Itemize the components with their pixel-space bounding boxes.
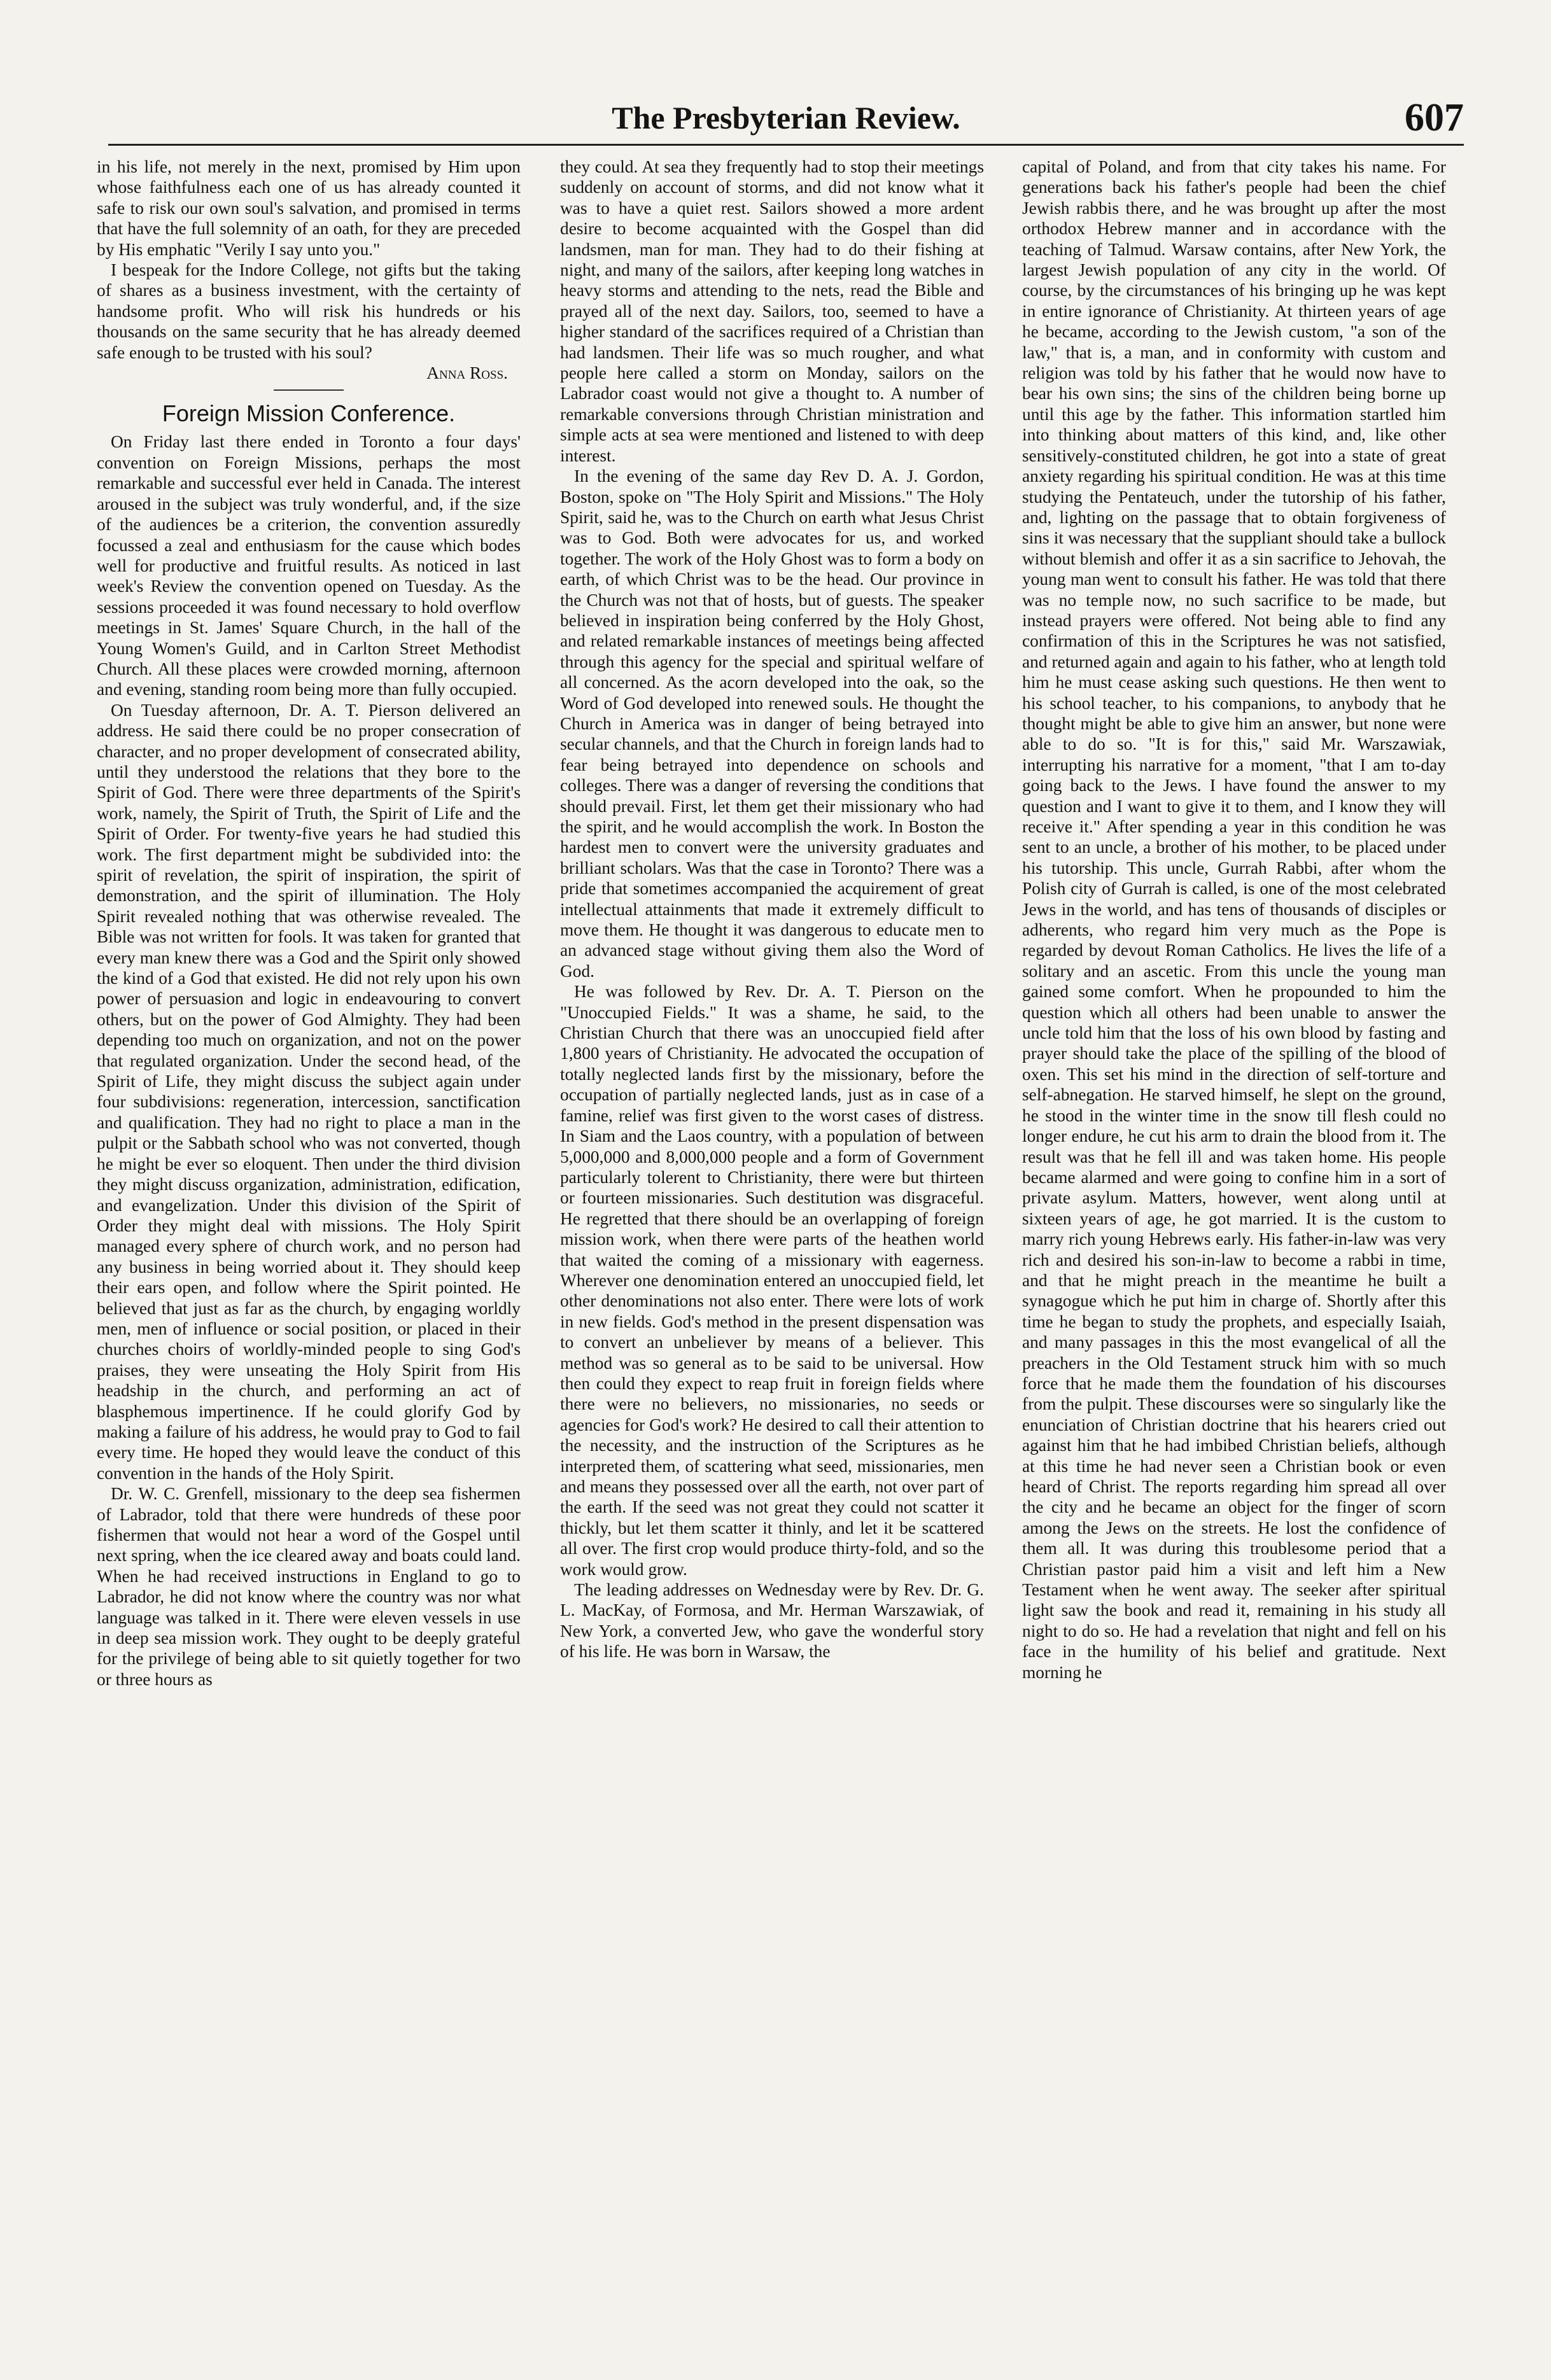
column-2 [560,157,984,2352]
page-header [108,95,1464,146]
paragraph: I bespeak for the Indore College, not gifts but the taking of shares as a business investment, with the certainty of handsome profit. Who will risk his hundreds or his thousands on the same security that he has already deemed safe enough to be trusted with his soul? [97,260,521,362]
paragraph: In the evening of the same day Rev D. A. J. Gordon, Boston, spoke on "The Holy Spirit and Missions." The Holy Spirit, said he, was to the Church on earth what Jesus Christ was to God. Both were advocates for us, and worked together. The work of the Holy Ghost was to form a body on earth, of which Christ was to be the head. Our province in the Church was not that of hosts, but of guests. The speaker believed in inspiration being conferred by the Holy Ghost, and related remarkable instances of meetings being affected through this agency for the special and spiritual welfare of all concerned. As the acorn developed into the oak, so the Word of God developed into renewed souls. He thought the Church in America was in danger of being betrayed into secular channels, and that the Church in foreign lands had to fear being betrayed into dependence on schools and colleges. There was a danger of reversing the conditions that should prevail. First, let them get their missionary who had the spirit, and he would accomplish the work. In Boston the hardest men to convert were the university graduates and brilliant scholars. Was that the case in Toronto? There was a pride that sometimes accompanied the acquirement of great intellectual attainments that made it extremely difficult to move them. He thought it was dangerous to educate men to an advanced stage without giving them also the Word of God. [560,466,984,981]
paragraph: On Tuesday afternoon, Dr. A. T. Pierson delivered an address. He said there could be no proper consecration of character, and no proper development of consecrated ability, until they understood the relations that they bore to the Spirit of God. There were three departments of the Spirit's work, namely, the Spirit of Truth, the Spirit of Life and the Spirit of Order. For twenty-five years he had studied this work. The first department might be subdivided into: the spirit of revelation, the spirit of inspiration, the spirit of demonstration, and the spirit of illumination. The Holy Spirit revealed nothing that was otherwise revealed. The Bible was not written for fools. It was taken for granted that every man knew there was a God and the Spirit only showed the kind of a God that existed. He did not rely upon his own power of persuasion and logic in endeavouring to convert others, but on the power of God Almighty. They had been depending too much on organization, and not on the power that regulated organization. Under the second head, of the Spirit of Life, they might discuss the subject again under four subdivisions: regeneration, intercession, sanctification and qualification. They had no right to place a man in the pulpit or the Sabbath school who was not converted, though he might be ever so eloquent. Then under the third division they might discuss organization, administration, edification, and evangelization. Under this division of the Spirit of Order they might deal with missions. The Holy Spirit managed every sphere of church work, and no person had any business in being worried about it. They should keep their ears open, and follow where the Spirit pointed. He believed that just as far as the church, by engaging worldly men, men of influence or social position, or placed in their churches choirs of worldly-minded people to sing God's praises, they were unseating the Holy Spirit from His headship in the church, and performing an act of blasphemous impertinence. If he could glorify God by making a failure of his address, he would pray to God to fail every time. He hoped they would leave the conduct of this convention in the hands of the Holy Spirit. [97,700,521,1483]
page-number: 607 [1405,96,1464,139]
header-rule [108,144,1464,146]
paragraph: Dr. W. C. Grenfell, missionary to the deep sea fishermen of Labrador, told that there were hundreds of these poor fishermen that would not hear a word of the Gospel until next spring, when the ice cleared away and boats could land. When he had received instructions in England to go to Labrador, he did not know where the country was nor what language was talked in it. There were eleven vessels in use in deep sea mission work. They ought to be deeply grateful for the privilege of being able to sit quietly together for two or three hours as [97,1484,521,1689]
paragraph: capital of Poland, and from that city takes his name. For generations back his father's people had been the chief Jewish rabbis there, and he was brought up after the most orthodox Hebrew manner and in accordance with the teaching of Talmud. Warsaw contains, after New York, the largest Jewish population of any city in the world. Of course, by the circumstances of his bringing up he was kept in entire ignorance of Christianity. At thirteen years of age he became, according to the Jewish custom, "a son of the law," that is, a man, and in conformity with custom and religion was told by his father that he would now have to bear his own sins; the sins of the children being borne up until this age by the father. This information startled him into thinking about matters of this kind, and, like other sensitively-constituted children, he got into a state of great anxiety regarding his spiritual condition. He was at this time studying the Pentateuch, under the tutorship of his father, and, lighting on the passage that to obtain forgiveness of sins it was necessary that the suppliant should take a bullock without blemish and offer it as a sin sacrifice to Jehovah, the young man went to consult his father. He was told that there was no temple now, no such sacrifice to be made, but instead prayers were offered. Not being able to find any confirmation of this in the Scriptures he was not satisfied, and returned again and again to his father, who at length told him he must cease asking such questions. He then went to his school teacher, to his companions, to anybody that he thought might be able to give him an answer, but none were able to do so. "It is for this," said Mr. Warszawiak, interrupting his narrative for a moment, "that I am to-day going back to the Jews. I have found the answer to my question and I want to give it to them, and I know they will receive it." After spending a year in this condition he was sent to an uncle, a brother of his mother, to be placed under his tutorship. This uncle, Gurrah Rabbi, after whom the Polish city of Gurrah is called, is one of the most celebrated Jews in the world, and has tens of thousands of disciples or adherents, who regard him very much as the Pope is regarded by devout Roman Catholics. He lives the life of a solitary and an ascetic. From this uncle the young man gained some comfort. When he propounded to him the question which all others had been unable to answer the uncle told him that the loss of his own blood by fasting and prayer should take the place of the spilling of the blood of oxen. This set his mind in the direction of self-torture and self-abnegation. He starved himself, he slept on the ground, he stood in the winter time in the snow till flesh could no longer endure, he cut his arm to drain the blood from it. The result was that he fell ill and was taken home. His people became alarmed and were going to confine him in a sort of private asylum. Matters, however, went along until at sixteen years of age, he got married. It is the custom to marry rich young Hebrews early. His father-in-law was very rich and desired his son-in-law to become a rabbi in time, and that he might preach in the meantime he built a synagogue which he put him in charge of. Shortly after this time he began to study the prophets, and especially Isaiah, and many passages in this the most evangelical of all the preachers in the Old Testament struck him with so much force that he made them the foundation of his discourses from the pulpit. These discourses were so singularly like the enunciation of Christian doctrine that his hearers cried out against him that he had imbibed Christian beliefs, although at this time he had never seen a Christian book or even heard of Christ. The reports regarding him spread all over the city and he became an object for the finger of scorn among the Jews on the streets. He lost the confidence of them all. It was during this troublesome period that a Christian pastor paid him a visit and left him a New Testament when he went away. The seeker after spiritual light saw the book and read it, remaining in his study all night to do so. He had a revelation that night and fell on his face in the humility of his belief and gratitude. Next morning he [1022,157,1446,1682]
section-divider [274,389,344,391]
section-heading: Foreign Mission Conference. [162,400,456,427]
paragraph: they could. At sea they frequently had to stop their meetings suddenly on account of storms, and did not know what it was to have a quiet rest. Sailors showed a more ardent desire to become acquainted with the Gospel than did landsmen, man for man. They had to do their fishing at night, and many of the sailors, after keeping long watches in heavy storms and attending to the nets, read the Bible and prayed all of the next day. Sailors, too, seemed to have a higher standard of the sacrifices required of a Christian than had landsmen. Their life was so much rougher, and what people here called a storm on Monday, sailors on the Labrador coast would not give a thought to. A number of remarkable conversions through Christian ministration and simple acts at sea were mentioned and listened to with deep interest. [560,157,984,465]
paragraph: He was followed by Rev. Dr. A. T. Pierson on the "Unoccupied Fields." It was a shame, he said, to the Christian Church that there was an unoccupied field after 1,800 years of Christianity. He advocated the occupation of totally neglected lands first by the missionary, before the occupation of partially neglected lands, just as in case of a famine, relief was first given to the worst cases of distress. In Siam and the Laos country, with a population of between 5,000,000 and 8,000,000 people and a form of Government particularly tolerent to Christianity, there were but thirteen or fourteen missionaries. Such destitution was disgraceful. He regretted that there should be an overlapping of foreign mission work, when there were parts of the heathen world that waited the coming of a missionary with eagerness. Wherever one denomination entered an unoccupied field, let other denominations not also enter. There were lots of work in new fields. God's method in the present dispensation was to convert an unbeliever by means of a believer. This method was so general as to be said to be universal. How then could they expect to reap fruit in foreign fields where there were no believers, no missionaries, no seeds or agencies for God's work? He desired to call their attention to the necessity, and the instruction of the Scriptures as he interpreted them, of scattering what seed, missionaries, men and means they possessed over all the earth, not over part of the earth. If the seed was not great they could not scatter it thickly, but let them scatter it thinly, and let it be scattered all over. The first crop would produce thirty-fold, and so the work would grow. [560,982,984,1579]
paragraph: in his life, not merely in the next, promised by Him upon whose faithfulness each one of us has already counted it safe to risk our own soul's salvation, and promised in terms that have the full solemnity of an oath, for they are preceded by His emphatic "Verily I say unto you." [97,157,521,259]
column-3 [1022,157,1446,2352]
paragraph: On Friday last there ended in Toronto a four days' convention on Foreign Missions, perhaps the most remarkable and successful ever held in Canada. The interest aroused in the subject was truly wonderful, and, if the size of the audiences be a criterion, the convention assuredly focussed a zeal and enthusiasm for the cause which bodes well for productive and fruitful results. As noticed in last week's Review the convention opened on Tuesday. As the sessions proceeded it was found necessary to hold overflow meetings in St. James' Square Church, in the hall of the Young Women's Guild, and in Carlton Street Methodist Church. All these places were crowded morning, afternoon and evening, standing room being more than fully occupied. [97,432,521,699]
signature: Anna Ross. [426,363,508,383]
paragraph: The leading addresses on Wednesday were by Rev. Dr. G. L. MacKay, of Formosa, and Mr. Herman Warszawiak, of New York, a converted Jew, who gave the wonderful story of his life. He was born in Warsaw, the [560,1580,984,1662]
publication-title: The Presbyterian Review. [612,100,960,136]
column-1 [97,157,521,2352]
